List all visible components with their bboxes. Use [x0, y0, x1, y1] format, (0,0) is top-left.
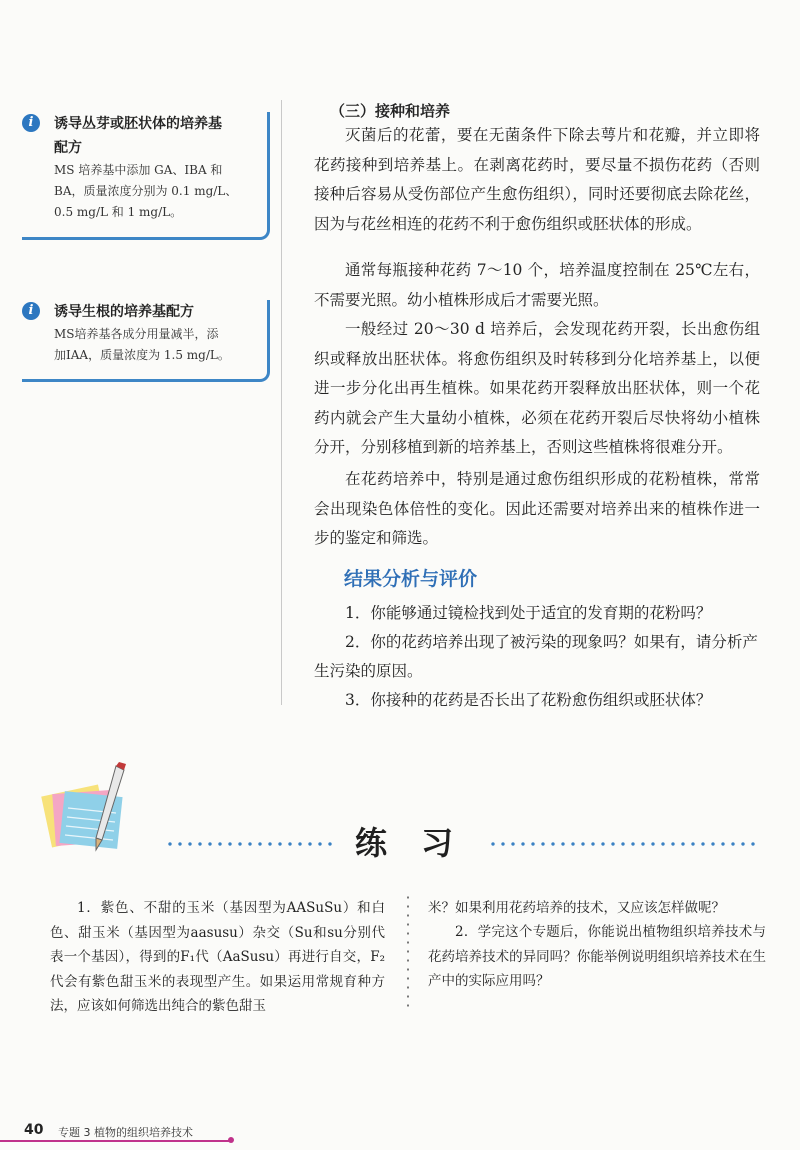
- info-box-rooting-medium: [22, 300, 270, 382]
- paragraph-1: 灭菌后的花蕾，要在无菌条件下除去萼片和花瓣，并立即将花药接种到培养基上。在剥离花药时，要尽量不损伤花药（否则接种后容易从受伤部位产生愈伤组织），同时还要彻底去除花丝，因为与花丝相连的花药不利于愈伤组织或胚状体的形成。: [314, 126, 760, 233]
- info-box-body: MS培养基各成分用量减半，添 加IAA，质量浓度为 1.5 mg/L。: [54, 327, 230, 362]
- decorative-dots-right: [488, 842, 760, 846]
- exercise-question-2: 2．学完这个专题后，你能说出植物组织培养技术与花药培养技术的异同吗？你能举例说明组织培养技术在生产中的实际应用吗？: [428, 924, 766, 989]
- footer-chapter-title: 专题 3 植物的组织培养技术: [58, 1126, 193, 1139]
- exercise-question-1: 1．紫色、不甜的玉米（基因型为AASuSu）和白色、甜玉米（基因型为aasusu）杂交（Su和su分别代表一个基因），得到的F₁代（AaSusu）再进行自交，F₂代会有紫色甜玉米的表现型产生。如果运用常规育种方法，应该如何筛选出纯合的紫色甜玉: [50, 900, 385, 1014]
- exercise-question-1-continued: 米？如果利用花药培养的技术，又应该怎样做呢？: [428, 900, 725, 916]
- exercise-column-divider: [407, 893, 409, 1008]
- info-box-title: 诱导丛芽或胚状体的培养基 配方: [54, 116, 222, 156]
- paragraph-2: 通常每瓶接种花药 7～10 个，培养温度控制在 25℃左右，不需要光照。幼小植株形成后才需要光照。: [314, 261, 760, 309]
- info-box-bud-embryoid-medium: [22, 112, 270, 240]
- decorative-dots-left: [165, 842, 337, 846]
- exercise-title: 练习: [355, 824, 488, 862]
- result-section-title: 结果分析与评价: [344, 568, 478, 590]
- question-1: 1．你能够通过镜检找到处于适宜的发育期的花粉吗？: [345, 604, 712, 622]
- info-icon: i: [22, 302, 40, 320]
- paragraph-3: 一般经过 20～30 d 培养后，会发现花药开裂，长出愈伤组织或释放出胚状体。将愈伤组织及时转移到分化培养基上，以便进一步分化出再生植株。如果花药开裂释放出胚状体，则一个花药内就会产生大量幼小植株，必须在花药开裂后尽快将幼小植株分开，分别移植到新的培养基上，否则这些植株将很难分开。: [314, 320, 760, 457]
- page-number: 40: [24, 1122, 44, 1138]
- footer-rule: [0, 1140, 232, 1142]
- question-3: 3．你接种的花药是否长出了花粉愈伤组织或胚状体？: [345, 691, 712, 709]
- column-divider: [281, 100, 282, 705]
- info-box-body: MS 培养基中添加 GA、IBA 和 BA，质量浓度分别为 0.1 mg/L、 0.5 mg/L 和 1 mg/L。: [54, 163, 238, 219]
- page-footer: [0, 1118, 800, 1150]
- question-2: 2．你的花药培养出现了被污染的现象吗？如果有，请分析产生污染的原因。: [314, 633, 758, 680]
- info-box-title: 诱导生根的培养基配方: [54, 304, 194, 320]
- paragraph-4: 在花药培养中，特别是通过愈伤组织形成的花粉植株，常常会出现染色体倍性的变化。因此还需要对培养出来的植株作进一步的鉴定和筛选。: [314, 470, 760, 548]
- info-icon: i: [22, 114, 40, 132]
- section-title: （三）接种和培养: [330, 102, 451, 120]
- footer-dot: [228, 1137, 234, 1143]
- notebook-pencil-illustration: [40, 762, 158, 857]
